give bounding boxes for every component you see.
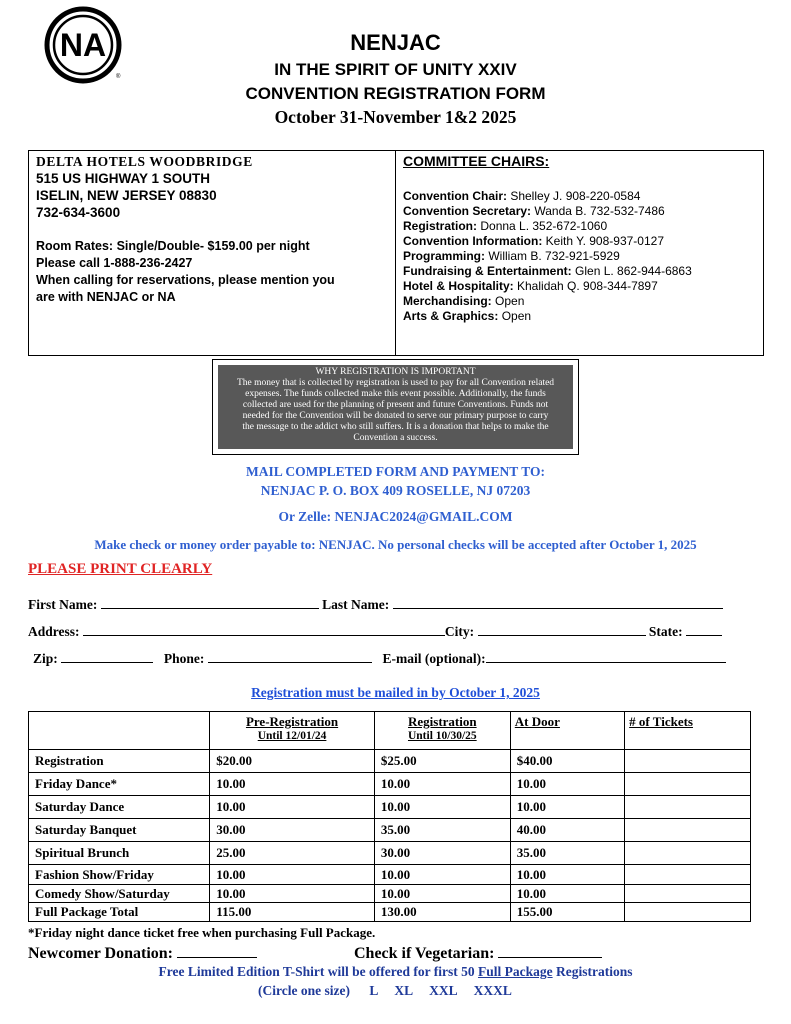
why-line: Convention a success. (353, 433, 438, 443)
tshirt-text: Free Limited Edition T-Shirt will be offered for first 50 (158, 964, 478, 979)
table-row (29, 903, 751, 922)
event-title: IN THE SPIRIT OF UNITY XXIV (274, 60, 517, 79)
first-name-label: First Name: (28, 597, 98, 612)
ticket-count-cell[interactable] (625, 903, 751, 922)
price-cell: 155.00 (510, 903, 624, 922)
item-name-cell: Saturday Banquet (29, 819, 210, 842)
price-cell: 10.00 (510, 865, 624, 885)
mail-address: NENJAC P. O. BOX 409 ROSELLE, NJ 07203 (260, 483, 531, 498)
committee-role: Convention Secretary: (403, 204, 532, 218)
size-options (353, 983, 512, 998)
column-header-label: Registration (408, 714, 477, 729)
committee-member: Keith Y. 908-937-0127 (542, 234, 664, 248)
form-title: CONVENTION REGISTRATION FORM (245, 84, 546, 103)
column-header-label: # of Tickets (629, 714, 693, 729)
price-cell: $40.00 (510, 750, 624, 773)
item-name-cell: Full Package Total (29, 903, 210, 922)
vegetarian-label: Check if Vegetarian: (354, 945, 495, 962)
address-field[interactable] (83, 623, 445, 636)
item-name-cell: Spiritual Brunch (29, 842, 210, 865)
committee-title: COMMITTEE CHAIRS: (403, 153, 550, 169)
payable-note: Make check or money order payable to: NENJAC. No personal checks will be accepted after October 1, 2025 (94, 537, 697, 552)
table-row (29, 885, 751, 903)
column-header-sub: Until 10/30/25 (407, 730, 477, 742)
committee-row (403, 309, 758, 324)
committee-row (403, 249, 758, 264)
price-cell: 40.00 (510, 819, 624, 842)
size-option[interactable]: XXXL (473, 983, 512, 998)
reservation-note-1: When calling for reservations, please mention you (36, 273, 335, 287)
state-label: State: (648, 624, 683, 639)
committee-member: Open (491, 294, 525, 308)
item-name-cell: Registration (29, 750, 210, 773)
table-header-row (29, 712, 751, 750)
tshirt-sizes-row (258, 983, 512, 999)
committee-member: Wanda B. 732-532-7486 (531, 204, 665, 218)
table-row (29, 842, 751, 865)
ticket-count-cell[interactable] (625, 865, 751, 885)
city-label: City: (444, 624, 475, 639)
committee-row (403, 204, 758, 219)
committee-list (403, 189, 758, 324)
last-name-field[interactable] (393, 596, 723, 609)
why-line: the message to the addict who still suffers. It is a donation that helps to make the (242, 422, 549, 432)
size-option[interactable]: XXL (429, 983, 458, 998)
why-text (218, 378, 573, 444)
price-cell: 130.00 (374, 903, 510, 922)
hotel-street: 515 US HIGHWAY 1 SOUTH (36, 171, 211, 186)
event-dates: October 31-November 1&2 2025 (274, 107, 517, 127)
zip-field[interactable] (61, 650, 153, 663)
org-title: NENJAC (350, 30, 441, 55)
address-label: Address: (28, 624, 80, 639)
price-cell: 10.00 (210, 865, 375, 885)
price-cell: $20.00 (210, 750, 375, 773)
first-name-field[interactable] (101, 596, 319, 609)
state-field[interactable] (686, 623, 722, 636)
newcomer-row (28, 943, 257, 963)
price-cell: 10.00 (374, 885, 510, 903)
size-option[interactable]: L (369, 983, 379, 998)
committee-role: Fundraising & Entertainment: (403, 264, 572, 278)
price-cell: 10.00 (210, 773, 375, 796)
email-field[interactable] (486, 650, 726, 663)
committee-role: Merchandising: (403, 294, 492, 308)
committee-chairs-box (395, 150, 764, 356)
ticket-count-cell[interactable] (625, 842, 751, 865)
price-cell: 10.00 (510, 796, 624, 819)
price-cell: $25.00 (374, 750, 510, 773)
logo-text: NA (59, 27, 107, 63)
ticket-count-cell[interactable] (625, 819, 751, 842)
table-body (29, 750, 751, 922)
price-cell: 115.00 (210, 903, 375, 922)
column-header (210, 712, 375, 750)
item-name-cell: Comedy Show/Saturday (29, 885, 210, 903)
ticket-count-cell[interactable] (625, 773, 751, 796)
column-header-label: Pre-Registration (245, 714, 339, 729)
committee-role: Registration: (403, 219, 478, 233)
svg-text:®: ® (116, 74, 121, 80)
price-cell: 10.00 (374, 796, 510, 819)
pricing-table (28, 711, 751, 922)
contact-row (33, 650, 763, 667)
zip-label: Zip: (33, 651, 58, 666)
committee-row (403, 189, 758, 204)
email-label: E-mail (optional): (382, 651, 486, 666)
committee-member: Khalidah Q. 908-344-7897 (513, 279, 658, 293)
column-header-sub: Until 12/01/24 (257, 730, 327, 742)
reservation-note-2: are with NENJAC or NA (36, 290, 176, 304)
column-header (374, 712, 510, 750)
item-name-cell: Saturday Dance (29, 796, 210, 819)
ticket-count-cell[interactable] (625, 750, 751, 773)
price-cell: 35.00 (374, 819, 510, 842)
ticket-count-cell[interactable] (625, 885, 751, 903)
price-cell: 30.00 (210, 819, 375, 842)
table-row (29, 865, 751, 885)
committee-member: William B. 732-921-5929 (485, 249, 620, 263)
committee-role: Hotel & Hospitality: (403, 279, 514, 293)
price-cell: 10.00 (210, 796, 375, 819)
price-cell: 10.00 (210, 885, 375, 903)
phone-field[interactable] (208, 650, 372, 663)
committee-member: Glen L. 862-944-6863 (571, 264, 692, 278)
registration-deadline: Registration must be mailed in by October 1, 2025 (251, 685, 540, 700)
price-cell: 35.00 (510, 842, 624, 865)
reservation-phone: Please call 1-888-236-2427 (36, 256, 193, 270)
print-clearly-note: PLEASE PRINT CLEARLY (28, 561, 213, 577)
committee-row (403, 279, 758, 294)
phone-label: Phone: (163, 651, 205, 666)
mail-heading: MAIL COMPLETED FORM AND PAYMENT TO: (246, 464, 545, 479)
why-registration-box (218, 365, 573, 449)
column-header (29, 712, 210, 750)
hotel-name: DELTA HOTELS WOODBRIDGE (36, 154, 253, 169)
committee-member: Donna L. 352-672-1060 (477, 219, 608, 233)
tshirt-full-package: Full Package (477, 964, 553, 979)
table-row (29, 773, 751, 796)
footnote: *Friday night dance ticket free when purchasing Full Package. (28, 925, 376, 940)
why-line: expenses. The funds collected make this event possible. Additionally, the funds (245, 389, 546, 399)
hotel-city: ISELIN, NEW JERSEY 08830 (36, 188, 217, 203)
table-row (29, 819, 751, 842)
why-line: The money that is collected by registration is used to pay for all Convention related (236, 378, 555, 388)
price-cell: 25.00 (210, 842, 375, 865)
price-cell: 10.00 (510, 885, 624, 903)
room-rates: Room Rates: Single/Double- $159.00 per night (36, 239, 310, 253)
vegetarian-field[interactable] (498, 943, 602, 958)
city-field[interactable] (478, 623, 646, 636)
committee-role: Programming: (403, 249, 486, 263)
why-line: collected are used for the planning of present and future Conventions. Funds not (242, 400, 549, 410)
hotel-info-box (28, 150, 396, 356)
item-name-cell: Friday Dance* (29, 773, 210, 796)
price-cell: 30.00 (374, 842, 510, 865)
table-row (29, 796, 751, 819)
committee-row (403, 294, 758, 309)
why-title: WHY REGISTRATION IS IMPORTANT (315, 367, 476, 377)
committee-role: Convention Chair: (403, 189, 507, 203)
address-row (28, 623, 758, 640)
column-header (625, 712, 751, 750)
column-header (510, 712, 624, 750)
committee-member: Open (498, 309, 532, 323)
vegetarian-row (354, 943, 602, 963)
committee-role: Convention Information: (403, 234, 543, 248)
size-option[interactable]: XL (394, 983, 414, 998)
committee-member: Shelley J. 908-220-0584 (507, 189, 641, 203)
tshirt-offer (0, 964, 791, 980)
ticket-count-cell[interactable] (625, 796, 751, 819)
name-row (28, 596, 758, 613)
committee-role: Arts & Graphics: (403, 309, 499, 323)
price-cell: 10.00 (374, 773, 510, 796)
table-row (29, 750, 751, 773)
column-header-label: At Door (514, 714, 560, 729)
newcomer-field[interactable] (177, 943, 257, 958)
why-line: needed for the Convention will be donated to serve our primary purpose to carry (242, 411, 549, 421)
committee-row (403, 219, 758, 234)
committee-row (403, 234, 758, 249)
newcomer-label: Newcomer Donation: (28, 945, 174, 962)
zelle-info: Or Zelle: NENJAC2024@GMAIL.COM (278, 509, 513, 524)
hotel-phone: 732-634-3600 (36, 205, 121, 220)
last-name-label: Last Name: (322, 597, 390, 612)
committee-row (403, 264, 758, 279)
price-cell: 10.00 (510, 773, 624, 796)
tshirt-text-end: Registrations (552, 964, 633, 979)
item-name-cell: Fashion Show/Friday (29, 865, 210, 885)
sizes-label: (Circle one size) (258, 983, 350, 998)
price-cell: 10.00 (374, 865, 510, 885)
